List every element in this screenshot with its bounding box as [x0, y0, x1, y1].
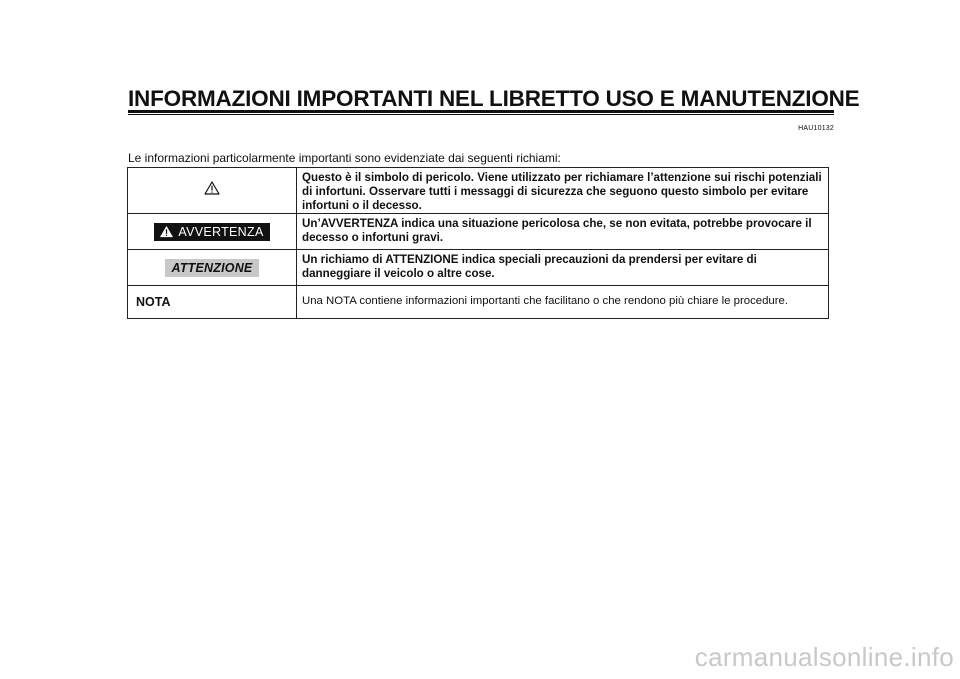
table-row [128, 168, 828, 214]
watermark: carmanualsonline.info [694, 642, 954, 672]
title-underline [128, 110, 834, 115]
table-row [128, 286, 828, 318]
symbol-cell [128, 168, 297, 213]
table-row [128, 214, 828, 250]
page-title: INFORMAZIONI IMPORTANTI NEL LIBRETTO USO E MANUTENZIONE [128, 86, 860, 111]
table-row [128, 250, 828, 286]
warning-triangle-icon [204, 181, 220, 200]
document-code: HAU10132 [798, 125, 834, 132]
avvertenza-badge [154, 223, 269, 241]
intro-text: Le informazioni particolarmente importanti sono evidenziate dai seguenti richiami: [128, 151, 561, 165]
avvertenza-label: AVVERTENZA [178, 224, 264, 239]
symbol-cell [128, 214, 297, 249]
attenzione-badge: ATTENZIONE [165, 259, 260, 277]
nota-description: Una NOTA contiene informazioni importanti che facilitano o che rendono più chiare le procedure. [302, 295, 789, 308]
warning-triangle-icon [159, 225, 174, 238]
signal-words-table [127, 167, 829, 319]
symbol-cell [128, 286, 297, 318]
symbol-cell [128, 250, 297, 285]
hazard-symbol-description: Questo è il simbolo di pericolo. Viene utilizzato per richiamare l’attenzione sui rischi potenziali di infortuni. Osservare tutti i messaggi di sicurezza che seguono questo simbolo per evitare infortuni o il decesso. [302, 171, 822, 213]
avvertenza-description: Un’AVVERTENZA indica una situazione pericolosa che, se non evitata, potrebbe provocare il decesso o infortuni gravi. [302, 217, 812, 245]
attenzione-description: Un richiamo di ATTENZIONE indica speciali precauzioni da prendersi per evitare di danneggiare il veicolo o altre cose. [302, 253, 757, 281]
nota-label: NOTA [136, 295, 171, 309]
